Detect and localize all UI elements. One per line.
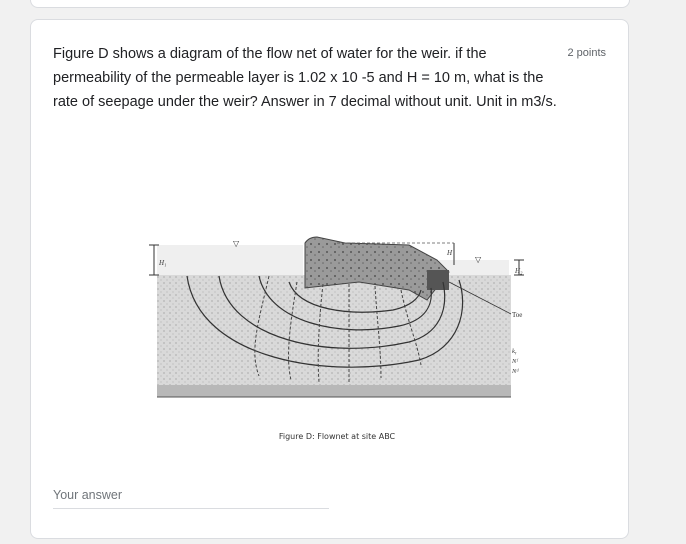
flownet-diagram	[109, 210, 533, 441]
answer-field-wrapper	[53, 486, 329, 509]
toe-filter	[427, 270, 449, 290]
h1-label: H₁	[159, 259, 167, 267]
question-card	[30, 19, 629, 539]
downstream-water	[439, 260, 509, 275]
water-level-icon-downstream: ▽	[475, 255, 482, 264]
figure-caption: Figure D: Flownet at site ABC	[278, 432, 396, 441]
question-text: Figure D shows a diagram of the flow net of water for the weir. if the permeability of the permeable layer is 1.02 x 10 -5 and H = 10 m, what is the rate of seepage under the weir? Answer in 7 decimal without unit. Unit in m3/s.	[53, 46, 557, 110]
h-label: H	[447, 249, 453, 257]
flownet-figure	[109, 210, 533, 441]
kx-label: kᵧ	[512, 348, 517, 355]
previous-question-card	[30, 0, 630, 8]
nd-label: Nᵈ	[512, 368, 519, 375]
nf-label: Nᶠ	[512, 358, 518, 365]
points-badge: 2 points	[567, 47, 606, 59]
upstream-water	[157, 245, 303, 275]
water-level-icon: ▽	[233, 239, 240, 248]
toe-label: Toe	[512, 311, 523, 319]
h2-label: H₂	[515, 267, 523, 275]
impermeable-base	[157, 385, 511, 397]
answer-input[interactable]	[53, 488, 329, 509]
